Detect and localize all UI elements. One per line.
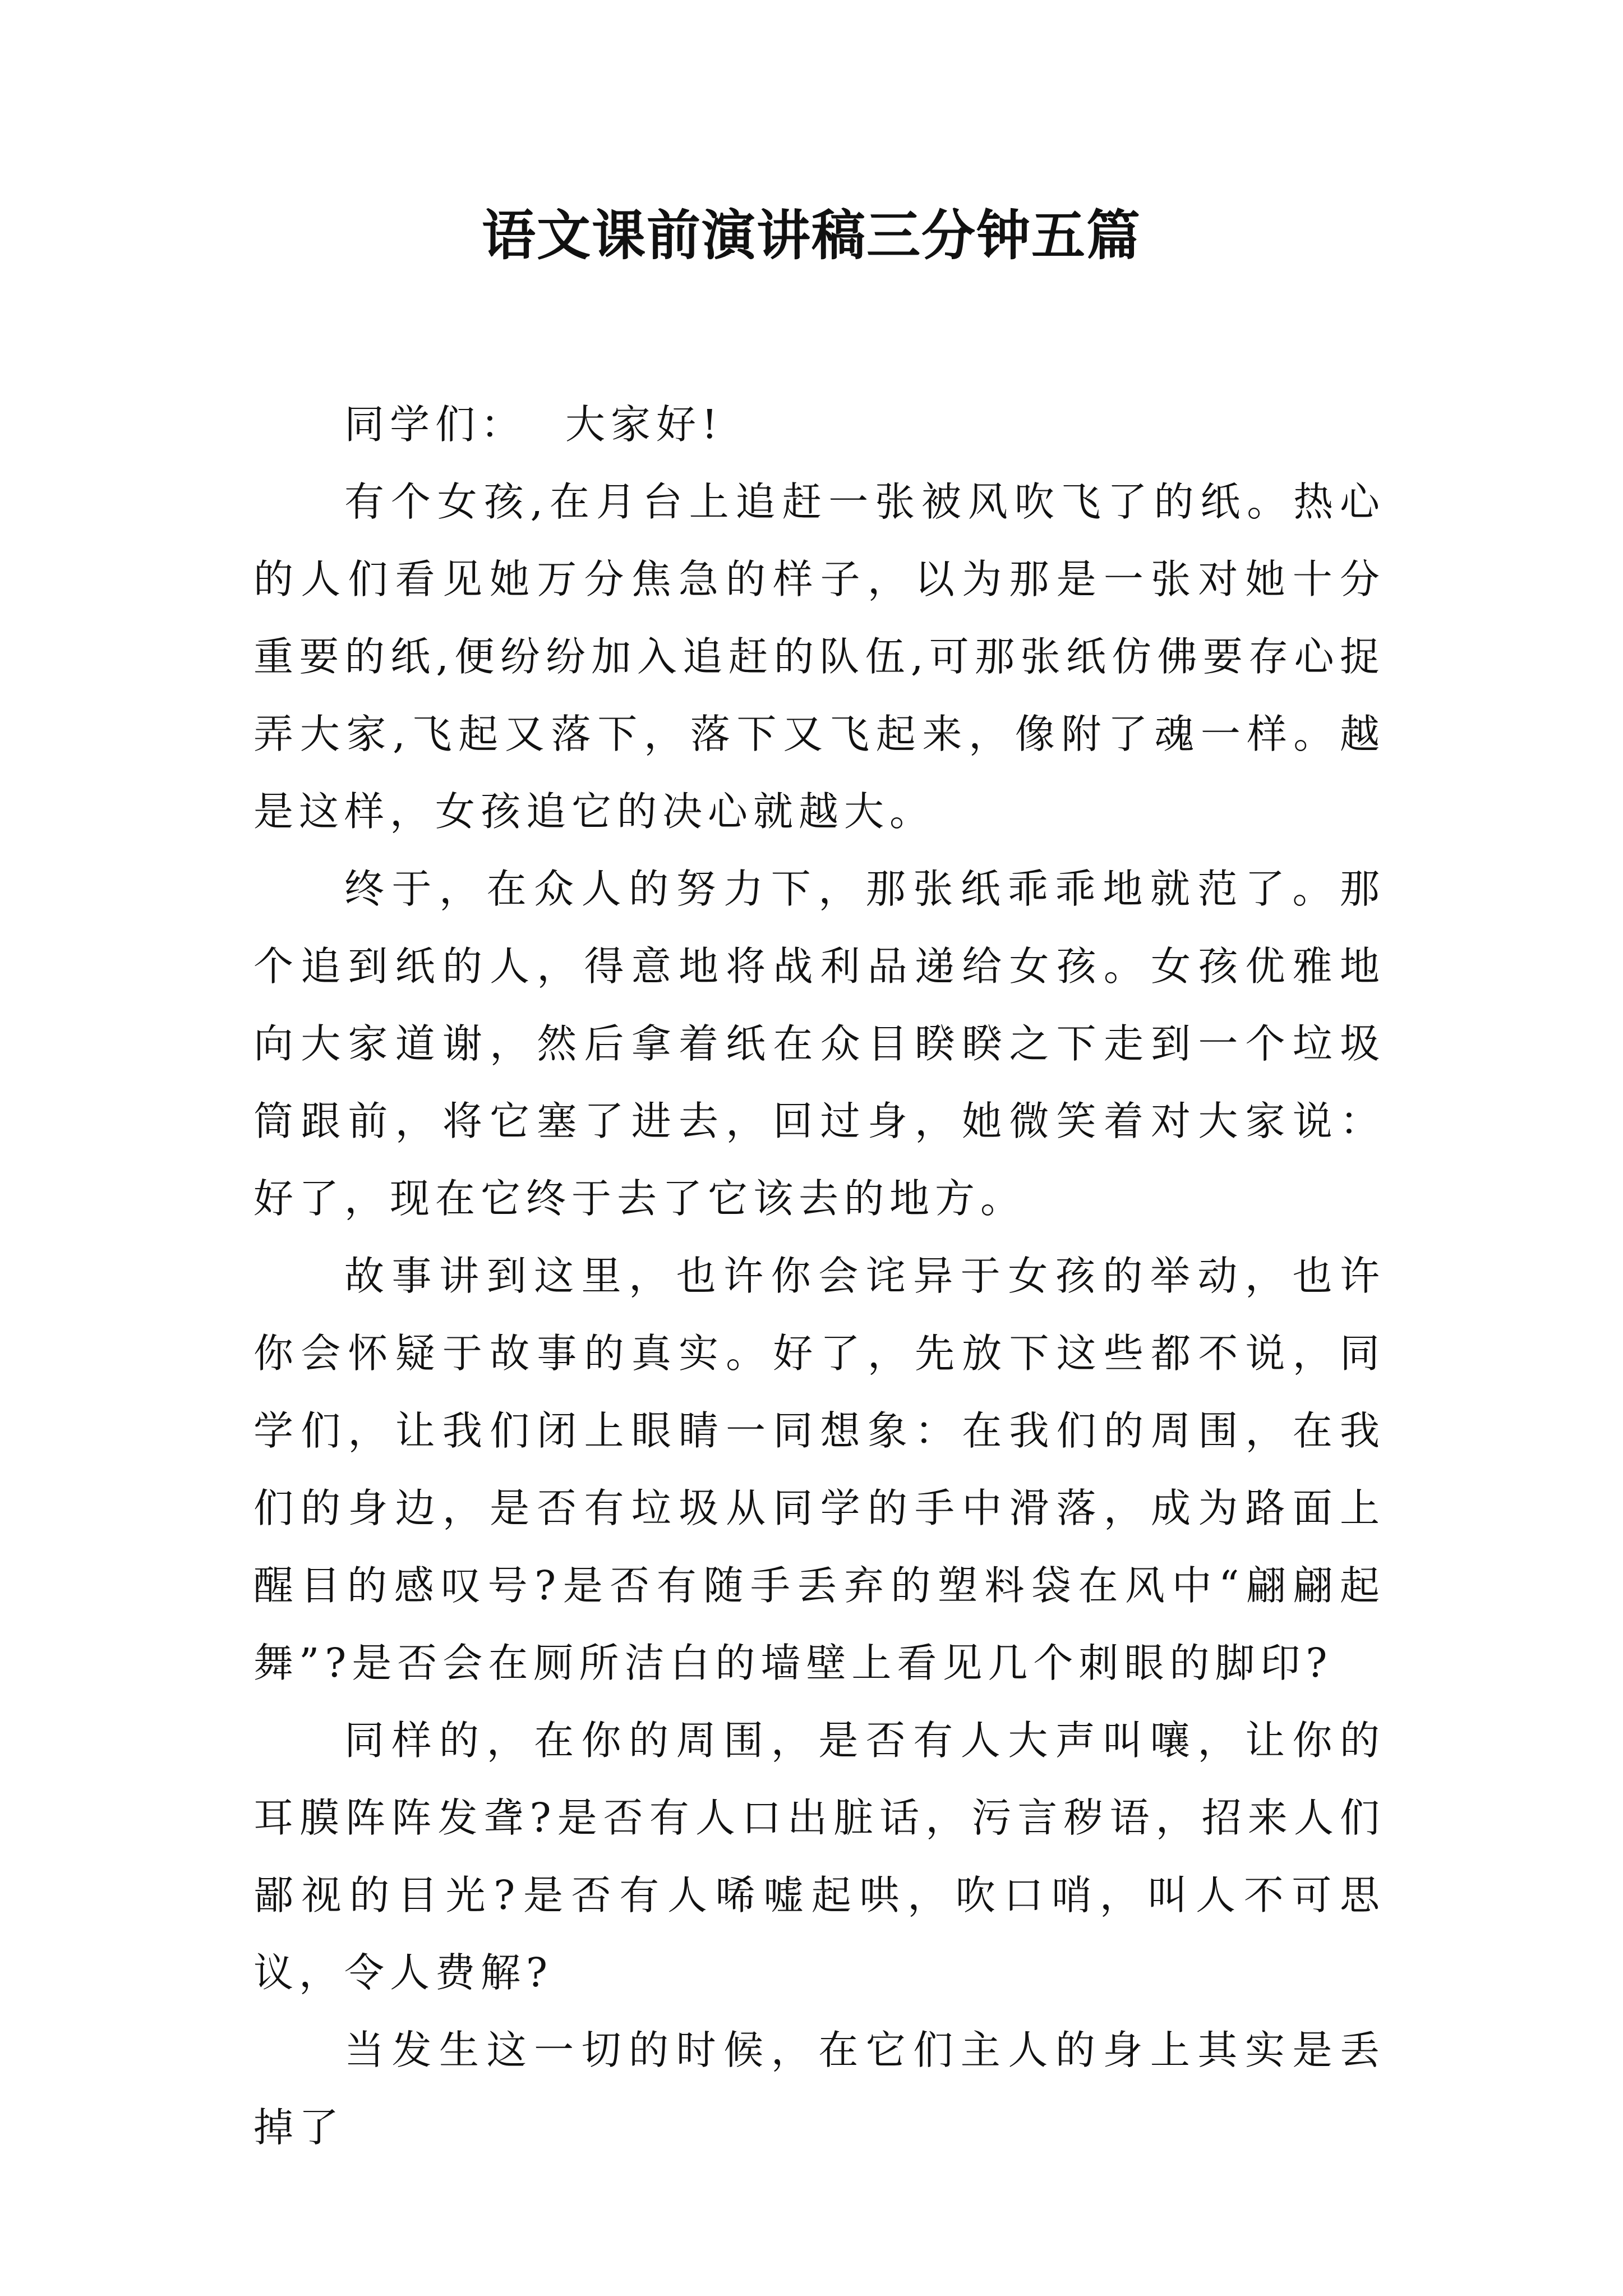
document-title: 语文课前演讲稿三分钟五篇	[482, 204, 1141, 267]
greeting-paragraph	[253, 386, 1385, 463]
body-paragraph-4: 同样的，在你的周围，是否有人大声叫嚷，让你的耳膜阵阵发聋?是否有人口出脏话，污言秽语，招来人们鄙视的目光?是否有人唏嘘起哄，吹口哨，叫人不可思议，令人费解?	[253, 1717, 1385, 1996]
body-paragraph-1: 有个女孩,在月台上追赶一张被风吹飞了的纸。热心的人们看见她万分焦急的样子，以为那是一张对她十分重要的纸,便纷纷加入追赶的队伍,可那张纸仿佛要存心捉弄大家,飞起又落下，落下又飞起来，像附了魂一样。越是这样，女孩追它的决心就越大。	[253, 478, 1385, 835]
document-body	[253, 386, 1385, 2166]
body-paragraph-2: 终于，在众人的努力下，那张纸乖乖地就范了。那个追到纸的人，得意地将战利品递给女孩。女孩优雅地向大家道谢，然后拿着纸在众目睽睽之下走到一个垃圾筒跟前，将它塞了进去，回过身，她微笑着对大家说：好了，现在它终于去了它该去的地方。	[253, 866, 1385, 1222]
greeting-hello: 大家好!	[565, 401, 723, 448]
body-paragraph-3: 故事讲到这里，也许你会诧异于女孩的举动，也许你会怀疑于故事的真实。好了，先放下这些都不说，同学们，让我们闭上眼睛一同想象：在我们的周围，在我们的身边，是否有垃圾从同学的手中滑落，成为路面上醒目的感叹号?是否有随手丢弃的塑料袋在风中“翩翩起舞”?是否会在厕所洁白的墙壁上看见几个刺眼的脚印?	[253, 1253, 1385, 1686]
body-paragraph-5: 当发生这一切的时候，在它们主人的身上其实是丢掉了	[253, 2027, 1385, 2151]
greeting-salutation: 同学们：	[344, 401, 527, 448]
